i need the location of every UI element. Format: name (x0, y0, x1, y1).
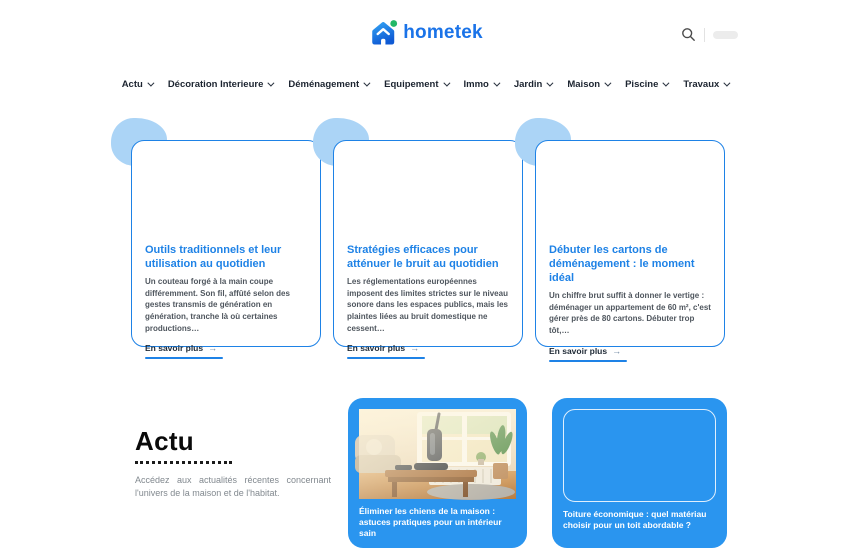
nav-item-immo[interactable] (464, 79, 498, 90)
news-title: Éliminer les chiens de la maison : astuces pratiques pour un intérieur sain (359, 506, 502, 539)
article-title: Débuter les cartons de déménagement : le moment idéal (549, 244, 695, 285)
article-image-placeholder (536, 141, 724, 241)
chevron-down-icon (604, 80, 611, 87)
actu-section-intro (135, 426, 331, 500)
arrow-right-icon: → (208, 343, 218, 354)
read-more-button[interactable] (347, 343, 425, 359)
nav-label: Décoration Interieure (167, 79, 264, 90)
chevron-down-icon (364, 80, 371, 87)
article-image-placeholder (132, 141, 320, 241)
nav-label: Actu (121, 79, 143, 90)
article-card-cartons[interactable] (535, 140, 725, 356)
header-controls (681, 27, 738, 42)
article-card-outils[interactable] (131, 140, 321, 354)
article-title: Outils traditionnels et leur utilisation au quotidien (145, 244, 282, 271)
news-image-placeholder (563, 409, 716, 502)
article-excerpt: Un chiffre brut suffit à donner le vertige : déménager un appartement de 60 m², c'est gérer près de 80 cartons. Débuter trop tôt,… (549, 291, 711, 336)
chevron-down-icon (443, 80, 450, 87)
cta-underline (347, 357, 425, 359)
nav-label: Maison (567, 79, 601, 90)
header (0, 0, 850, 64)
nav-label: Déménagement (288, 79, 360, 90)
brand-name: hometek (403, 22, 483, 43)
house-logo-icon (367, 17, 399, 49)
arrow-right-icon: → (410, 343, 420, 354)
article-card-body (536, 241, 724, 362)
article-title: Stratégies efficaces pour atténuer le bruit au quotidien (347, 244, 499, 271)
read-more-label: En savoir plus (347, 343, 406, 354)
nav-item-demenagement[interactable] (288, 79, 368, 90)
main-nav (0, 79, 850, 90)
nav-label: Equipement (384, 79, 439, 90)
read-more-button[interactable] (145, 343, 223, 359)
nav-item-decoration-interieure[interactable] (168, 79, 273, 90)
header-divider (704, 28, 705, 42)
theme-toggle-pill[interactable] (713, 31, 738, 39)
dotted-divider (135, 461, 232, 464)
chevron-down-icon (147, 80, 154, 87)
arrow-right-icon: → (612, 345, 622, 356)
chevron-down-icon (268, 80, 275, 87)
nav-item-piscine[interactable] (625, 79, 667, 90)
news-card-chiens[interactable] (348, 398, 527, 548)
article-excerpt: Un couteau forgé à la main coupe différemment. Son fil, affûté selon des gestes transmis de génération en génération, tranche là où certaines productions… (145, 277, 290, 333)
read-more-button[interactable] (549, 346, 627, 362)
cta-underline (145, 357, 223, 359)
article-card-bruit[interactable] (333, 140, 523, 354)
chevron-down-icon (493, 80, 500, 87)
nav-item-actu[interactable] (122, 79, 152, 90)
featured-articles-row (131, 140, 725, 356)
article-card-body (132, 241, 320, 359)
nav-item-travaux[interactable] (683, 79, 728, 90)
chevron-down-icon (724, 80, 731, 87)
nav-item-jardin[interactable] (514, 79, 552, 90)
article-image-placeholder (334, 141, 522, 241)
news-title: Toiture économique : quel matériau choisir pour un toit abordable ? (563, 509, 707, 531)
chevron-down-icon (663, 80, 670, 87)
article-card-body (334, 241, 522, 359)
nav-item-equipement[interactable] (384, 79, 447, 90)
chevron-down-icon (547, 80, 554, 87)
nav-label: Immo (463, 79, 489, 90)
cta-underline (549, 360, 627, 362)
nav-item-maison[interactable] (567, 79, 609, 90)
nav-label: Piscine (625, 79, 659, 90)
article-excerpt: Les réglementations européennes imposent des limites strictes sur le niveau sonore dans les espaces publics, mais les plaintes liées au bruit domestique ne cessent… (347, 277, 508, 333)
read-more-label: En savoir plus (549, 345, 608, 356)
nav-label: Jardin (513, 79, 543, 90)
article-card-wrapper (131, 140, 321, 354)
section-description: Accédez aux actualités récentes concernant l'univers de la maison et de l'habitat. (135, 475, 331, 499)
search-icon[interactable] (681, 27, 696, 42)
news-card-toiture[interactable] (552, 398, 727, 548)
article-card-wrapper (535, 140, 725, 356)
news-image-vacuum-living-room (359, 409, 516, 499)
section-title: Actu (135, 426, 194, 456)
nav-label: Travaux (683, 79, 720, 90)
article-card-wrapper (333, 140, 523, 354)
brand-logo[interactable] (367, 17, 483, 49)
read-more-label: En savoir plus (145, 343, 204, 354)
